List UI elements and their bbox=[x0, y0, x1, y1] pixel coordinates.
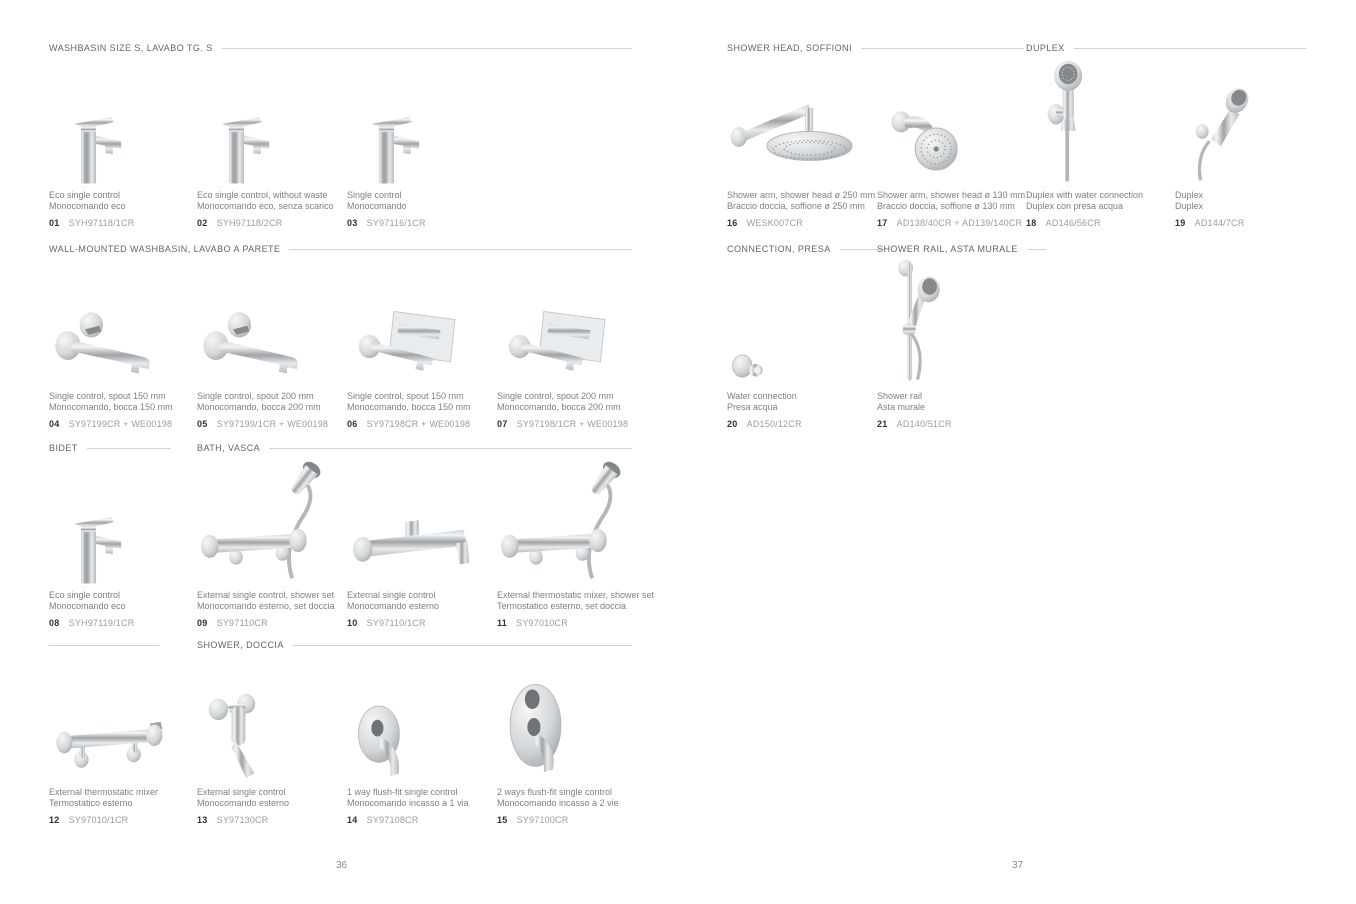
product-photo bbox=[1026, 54, 1175, 186]
product-description-en: External single control bbox=[197, 787, 286, 797]
product-code-row bbox=[49, 618, 197, 628]
product-description-it: Termostatico esterno bbox=[49, 797, 133, 808]
section-title: CONNECTION, PRESA bbox=[727, 244, 831, 254]
product-code-row bbox=[197, 419, 347, 429]
product-description-en: Eco single control bbox=[49, 190, 121, 200]
product-code: SY97110CR bbox=[216, 618, 268, 628]
product-description-it: Monocomando, bocca 150 mm bbox=[49, 401, 173, 412]
product-code-row bbox=[877, 419, 1026, 429]
product-number: 14 bbox=[347, 815, 358, 825]
product-number: 19 bbox=[1175, 218, 1186, 228]
product-row bbox=[49, 639, 634, 825]
product-description-it: Monocomando, bocca 150 mm bbox=[347, 401, 471, 412]
product-description-it: Monocomando incasso a 1 via bbox=[347, 797, 469, 808]
product-description-en: Single control, spout 200 mm bbox=[197, 391, 314, 401]
product-card bbox=[197, 454, 347, 628]
product-description-en: Shower arm, shower head ø 130 mm bbox=[877, 190, 1026, 200]
product-number: 02 bbox=[197, 218, 208, 228]
product-photo bbox=[197, 454, 347, 586]
product-row bbox=[49, 243, 634, 429]
product-card bbox=[347, 54, 497, 228]
wall-mixer-plate-icon bbox=[347, 306, 464, 387]
section-title: SHOWER, DOCCIA bbox=[197, 640, 284, 650]
product-number: 03 bbox=[347, 218, 358, 228]
product-code: SY97108CR bbox=[366, 815, 419, 825]
product-description-en: Single control, spout 150 mm bbox=[49, 391, 166, 401]
product-code: SY97110/1CR bbox=[366, 618, 426, 628]
bath-mixer-shower-icon bbox=[497, 460, 633, 586]
product-photo bbox=[727, 54, 877, 186]
product-code-row bbox=[877, 218, 1026, 228]
product-description-en: External thermostatic mixer, shower set bbox=[497, 590, 655, 600]
section-title: DUPLEX bbox=[1026, 43, 1065, 53]
shower-arm-250-icon bbox=[727, 86, 863, 186]
section-header bbox=[49, 243, 634, 255]
product-card bbox=[197, 54, 347, 228]
product-code-row bbox=[49, 218, 197, 228]
product-code: SY97198CR + WE00198 bbox=[366, 419, 471, 429]
section-divider-line bbox=[49, 645, 159, 646]
product-card bbox=[497, 651, 634, 825]
product-code-row bbox=[347, 218, 497, 228]
product-card bbox=[49, 454, 197, 628]
flush-1way-icon bbox=[347, 699, 423, 783]
product-number: 21 bbox=[877, 419, 888, 429]
product-number: 11 bbox=[497, 618, 508, 628]
section-title: SHOWER RAIL, ASTA MURALE bbox=[877, 244, 1018, 254]
product-photo bbox=[877, 54, 1026, 186]
product-number: 12 bbox=[49, 815, 60, 825]
product-description-en: Shower arm, shower head ø 250 mm bbox=[727, 190, 876, 200]
wall-mixer-round-icon bbox=[49, 306, 166, 387]
duplex-holder-icon bbox=[1026, 60, 1101, 186]
product-photo bbox=[877, 255, 1026, 387]
product-number: 18 bbox=[1026, 218, 1037, 228]
product-photo bbox=[197, 54, 347, 186]
shower-rail-icon bbox=[877, 258, 960, 387]
product-card bbox=[497, 454, 654, 628]
product-row bbox=[49, 442, 655, 628]
product-code-row bbox=[347, 815, 497, 825]
product-number: 16 bbox=[727, 218, 738, 228]
product-card bbox=[197, 651, 347, 825]
product-code: SY97130CR bbox=[216, 815, 269, 825]
shower-arm-130-icon bbox=[877, 98, 983, 186]
product-description-en: Shower rail bbox=[877, 391, 923, 401]
product-photo bbox=[49, 651, 197, 783]
product-description-it: Monocomando, bocca 200 mm bbox=[197, 401, 321, 412]
product-number: 07 bbox=[497, 419, 508, 429]
product-code-row bbox=[347, 419, 497, 429]
section-header bbox=[727, 243, 877, 255]
product-description-it: Presa acqua bbox=[727, 401, 778, 412]
flush-2way-icon bbox=[497, 676, 579, 783]
product-photo bbox=[727, 255, 877, 387]
product-description-en: Eco single control bbox=[49, 590, 121, 600]
section-continuation-divider bbox=[49, 639, 197, 651]
wall-mixer-plate-icon bbox=[497, 306, 614, 387]
shower-mixer-h-icon bbox=[49, 693, 175, 783]
product-photo bbox=[49, 454, 197, 586]
section-divider-line bbox=[87, 448, 171, 449]
product-code-row bbox=[49, 419, 197, 429]
product-photo bbox=[49, 54, 197, 186]
product-code-row bbox=[1175, 218, 1308, 228]
product-description-it: Monocomando esterno bbox=[347, 600, 440, 611]
section-header bbox=[1026, 42, 1308, 54]
product-description-it: Braccio doccia, soffione ø 130 mm bbox=[877, 200, 1015, 211]
product-number: 09 bbox=[197, 618, 208, 628]
product-code: AD144/7CR bbox=[1194, 218, 1245, 228]
shower-mixer-v-icon bbox=[197, 693, 279, 783]
product-code: SY97198/1CR + WE00198 bbox=[516, 419, 629, 429]
section-header bbox=[49, 42, 634, 54]
product-code: WESK007CR bbox=[746, 218, 803, 228]
basin-mixer-icon bbox=[347, 102, 431, 186]
product-code-row bbox=[497, 419, 634, 429]
product-description-en: Duplex bbox=[1175, 190, 1204, 200]
product-photo bbox=[347, 54, 497, 186]
product-card bbox=[49, 255, 197, 429]
product-card bbox=[49, 651, 197, 825]
product-card bbox=[877, 255, 1026, 429]
product-description-it: Termostatico esterno, set doccia bbox=[497, 600, 627, 611]
product-code-row bbox=[1026, 218, 1175, 228]
product-card bbox=[727, 255, 877, 429]
wall-mixer-round-icon bbox=[197, 306, 314, 387]
product-description-it: Monocomando bbox=[347, 200, 407, 211]
product-description-en: Water connection bbox=[727, 391, 797, 401]
product-photo bbox=[497, 651, 634, 783]
product-description-it: Duplex bbox=[1175, 200, 1204, 211]
product-code-row bbox=[727, 419, 877, 429]
product-description-en: External single control bbox=[347, 590, 436, 600]
product-description-it: Duplex con presa acqua bbox=[1026, 200, 1124, 211]
section-header bbox=[877, 243, 1308, 255]
section-divider-line bbox=[1074, 48, 1306, 49]
product-photo bbox=[497, 454, 654, 586]
product-description-en: Single control, spout 150 mm bbox=[347, 391, 464, 401]
section-divider-line bbox=[289, 249, 632, 250]
product-card bbox=[347, 651, 497, 825]
basin-mixer-icon bbox=[49, 102, 133, 186]
section-divider-line bbox=[1027, 249, 1046, 250]
product-code: SY97116/1CR bbox=[366, 218, 426, 228]
page-number: 36 bbox=[335, 860, 348, 871]
product-description-it: Monocomando eco bbox=[49, 200, 126, 211]
product-card bbox=[497, 255, 634, 429]
product-number: 06 bbox=[347, 419, 358, 429]
page-number: 37 bbox=[1011, 860, 1024, 871]
product-photo bbox=[347, 255, 497, 387]
product-number: 08 bbox=[49, 618, 60, 628]
basin-mixer-icon bbox=[49, 502, 133, 586]
product-number: 20 bbox=[727, 419, 738, 429]
section-divider-line bbox=[269, 448, 632, 449]
product-code: SY97010CR bbox=[516, 618, 568, 628]
product-photo bbox=[497, 255, 634, 387]
product-code: AD140/51CR bbox=[896, 419, 952, 429]
bath-mixer-shower-icon bbox=[197, 460, 333, 586]
product-code: SY97199CR + WE00198 bbox=[68, 419, 173, 429]
product-number: 04 bbox=[49, 419, 60, 429]
section-title: SHOWER HEAD, SOFFIONI bbox=[727, 43, 852, 53]
product-card bbox=[1175, 54, 1308, 228]
product-description-it: Asta murale bbox=[877, 401, 926, 412]
product-number: 13 bbox=[197, 815, 208, 825]
product-photo bbox=[1175, 54, 1308, 186]
product-number: 15 bbox=[497, 815, 508, 825]
product-description-en: 2 ways flush-fit single control bbox=[497, 787, 613, 797]
basin-mixer-icon bbox=[197, 102, 281, 186]
product-description-it: Monocomando eco bbox=[49, 600, 126, 611]
product-code-row bbox=[49, 815, 197, 825]
section-header bbox=[727, 42, 1026, 54]
bath-mixer-icon bbox=[347, 460, 483, 586]
product-code-row bbox=[197, 618, 347, 628]
catalog-page-37 bbox=[727, 0, 1308, 904]
product-number: 17 bbox=[877, 218, 888, 228]
product-description-en: External thermostatic mixer bbox=[49, 787, 159, 797]
product-description-en: Single control, spout 200 mm bbox=[497, 391, 614, 401]
product-card bbox=[347, 255, 497, 429]
product-code-row bbox=[197, 815, 347, 825]
product-photo bbox=[347, 454, 497, 586]
product-card bbox=[1026, 54, 1175, 228]
section-title: BIDET bbox=[49, 443, 78, 453]
product-card bbox=[347, 454, 497, 628]
product-code-row bbox=[347, 618, 497, 628]
product-description-it: Monocomando esterno bbox=[197, 797, 290, 808]
product-code: AD138/40CR + AD139/140CR bbox=[896, 218, 1023, 228]
section-divider-line bbox=[222, 48, 632, 49]
product-card bbox=[49, 54, 197, 228]
product-description-en: Duplex with water connection bbox=[1026, 190, 1144, 200]
section-header bbox=[197, 442, 634, 454]
product-description-it: Monocomando eco, senza scarico bbox=[197, 200, 334, 211]
product-code-row bbox=[497, 618, 654, 628]
product-row bbox=[727, 42, 1308, 228]
section-title: BATH, VASCA bbox=[197, 443, 261, 453]
product-code: AD146/56CR bbox=[1045, 218, 1101, 228]
product-row bbox=[49, 42, 634, 228]
section-title: WASHBASIN SIZE S, LAVABO TG. S bbox=[49, 43, 213, 53]
section-header bbox=[49, 442, 197, 454]
product-code-row bbox=[197, 218, 347, 228]
product-code: SYH97118/1CR bbox=[68, 218, 135, 228]
product-code: SY97010/1CR bbox=[68, 815, 129, 825]
product-description-en: 1 way flush-fit single control bbox=[347, 787, 458, 797]
product-code: SY97100CR bbox=[516, 815, 569, 825]
product-card bbox=[727, 54, 877, 228]
product-description-en: Single control bbox=[347, 190, 402, 200]
product-card bbox=[877, 54, 1026, 228]
duplex-icon bbox=[1175, 76, 1265, 186]
product-code: AD150/12CR bbox=[746, 419, 802, 429]
section-header bbox=[197, 639, 634, 651]
product-photo bbox=[197, 651, 347, 783]
product-number: 01 bbox=[49, 218, 60, 228]
water-connection-icon bbox=[727, 345, 769, 387]
product-description-it: Monocomando esterno, set doccia bbox=[197, 600, 335, 611]
product-description-en: External single control, shower set bbox=[197, 590, 335, 600]
section-divider-line bbox=[861, 48, 1024, 49]
product-card bbox=[197, 255, 347, 429]
product-description-it: Monocomando incasso a 2 vie bbox=[497, 797, 619, 808]
product-code: SYH97119/1CR bbox=[68, 618, 135, 628]
product-number: 10 bbox=[347, 618, 358, 628]
product-code: SY97199/1CR + WE00198 bbox=[216, 419, 329, 429]
product-code: SYH97118/2CR bbox=[216, 218, 283, 228]
catalog-page-36 bbox=[49, 0, 655, 904]
product-row bbox=[727, 243, 1308, 429]
section-title: WALL-MOUNTED WASHBASIN, LAVABO A PARETE bbox=[49, 244, 281, 254]
product-number: 05 bbox=[197, 419, 208, 429]
product-description-it: Monocomando, bocca 200 mm bbox=[497, 401, 621, 412]
product-photo bbox=[49, 255, 197, 387]
product-photo bbox=[347, 651, 497, 783]
product-code-row bbox=[497, 815, 634, 825]
product-description-it: Braccio doccia, soffione ø 250 mm bbox=[727, 200, 865, 211]
section-divider-line bbox=[293, 645, 632, 646]
product-description-en: Eco single control, without waste bbox=[197, 190, 328, 200]
product-photo bbox=[197, 255, 347, 387]
product-code-row bbox=[727, 218, 877, 228]
